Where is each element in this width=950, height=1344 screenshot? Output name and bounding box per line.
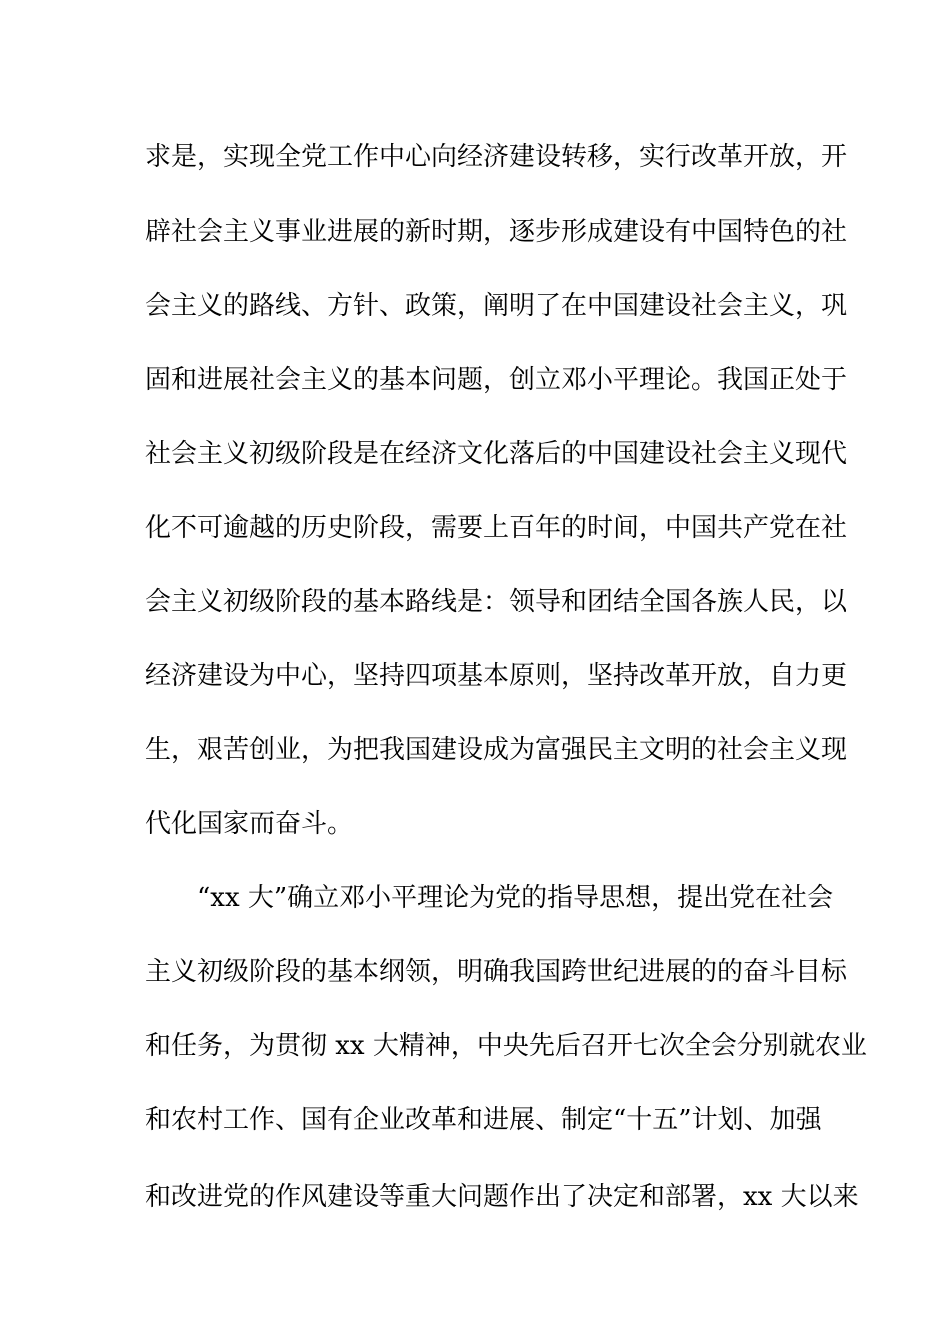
paragraph-1-line-5: 社会主义初级阶段是在经济文化落后的中国建设社会主义现代 xyxy=(145,439,848,469)
paragraph-1-line-7: 会主义初级阶段的基本路线是：领导和团结全国各族人民，以 xyxy=(145,587,848,617)
paragraph-2-line-4: 和农村工作、国有企业改革和进展、制定“十五”计划、加强 xyxy=(145,1105,822,1135)
paragraph-1-line-9: 生，艰苦创业，为把我国建设成为富强民主文明的社会主义现 xyxy=(145,735,848,765)
paragraph-1-line-3: 会主义的路线、方针、政策，阐明了在中国建设社会主义，巩 xyxy=(145,291,848,321)
paragraph-1-line-2: 辟社会主义事业进展的新时期，逐步形成建设有中国特色的社 xyxy=(145,217,848,247)
paragraph-1-line-6: 化不可逾越的历史阶段，需要上百年的时间，中国共产党在社 xyxy=(145,513,848,543)
paragraph-2-line-1: “xx 大”确立邓小平理论为党的指导思想，提出党在社会 xyxy=(197,883,834,913)
paragraph-1-line-10: 代化国家而奋斗。 xyxy=(145,809,354,839)
paragraph-2-line-2: 主义初级阶段的基本纲领，明确我国跨世纪进展的的奋斗目标 xyxy=(145,957,848,987)
paragraph-1-line-8: 经济建设为中心，坚持四项基本原则，坚持改革开放，自力更 xyxy=(145,661,848,691)
paragraph-2-line-3: 和任务，为贯彻 xx 大精神，中央先后召开七次全会分别就农业 xyxy=(145,1031,867,1061)
paragraph-1-line-1: 求是，实现全党工作中心向经济建设转移，实行改革开放，开 xyxy=(145,142,848,172)
paragraph-1-line-4: 固和进展社会主义的基本问题，创立邓小平理论。我国正处于 xyxy=(145,365,848,395)
paragraph-2-line-5: 和改进党的作风建设等重大问题作出了决定和部署，xx 大以来 xyxy=(145,1182,859,1212)
